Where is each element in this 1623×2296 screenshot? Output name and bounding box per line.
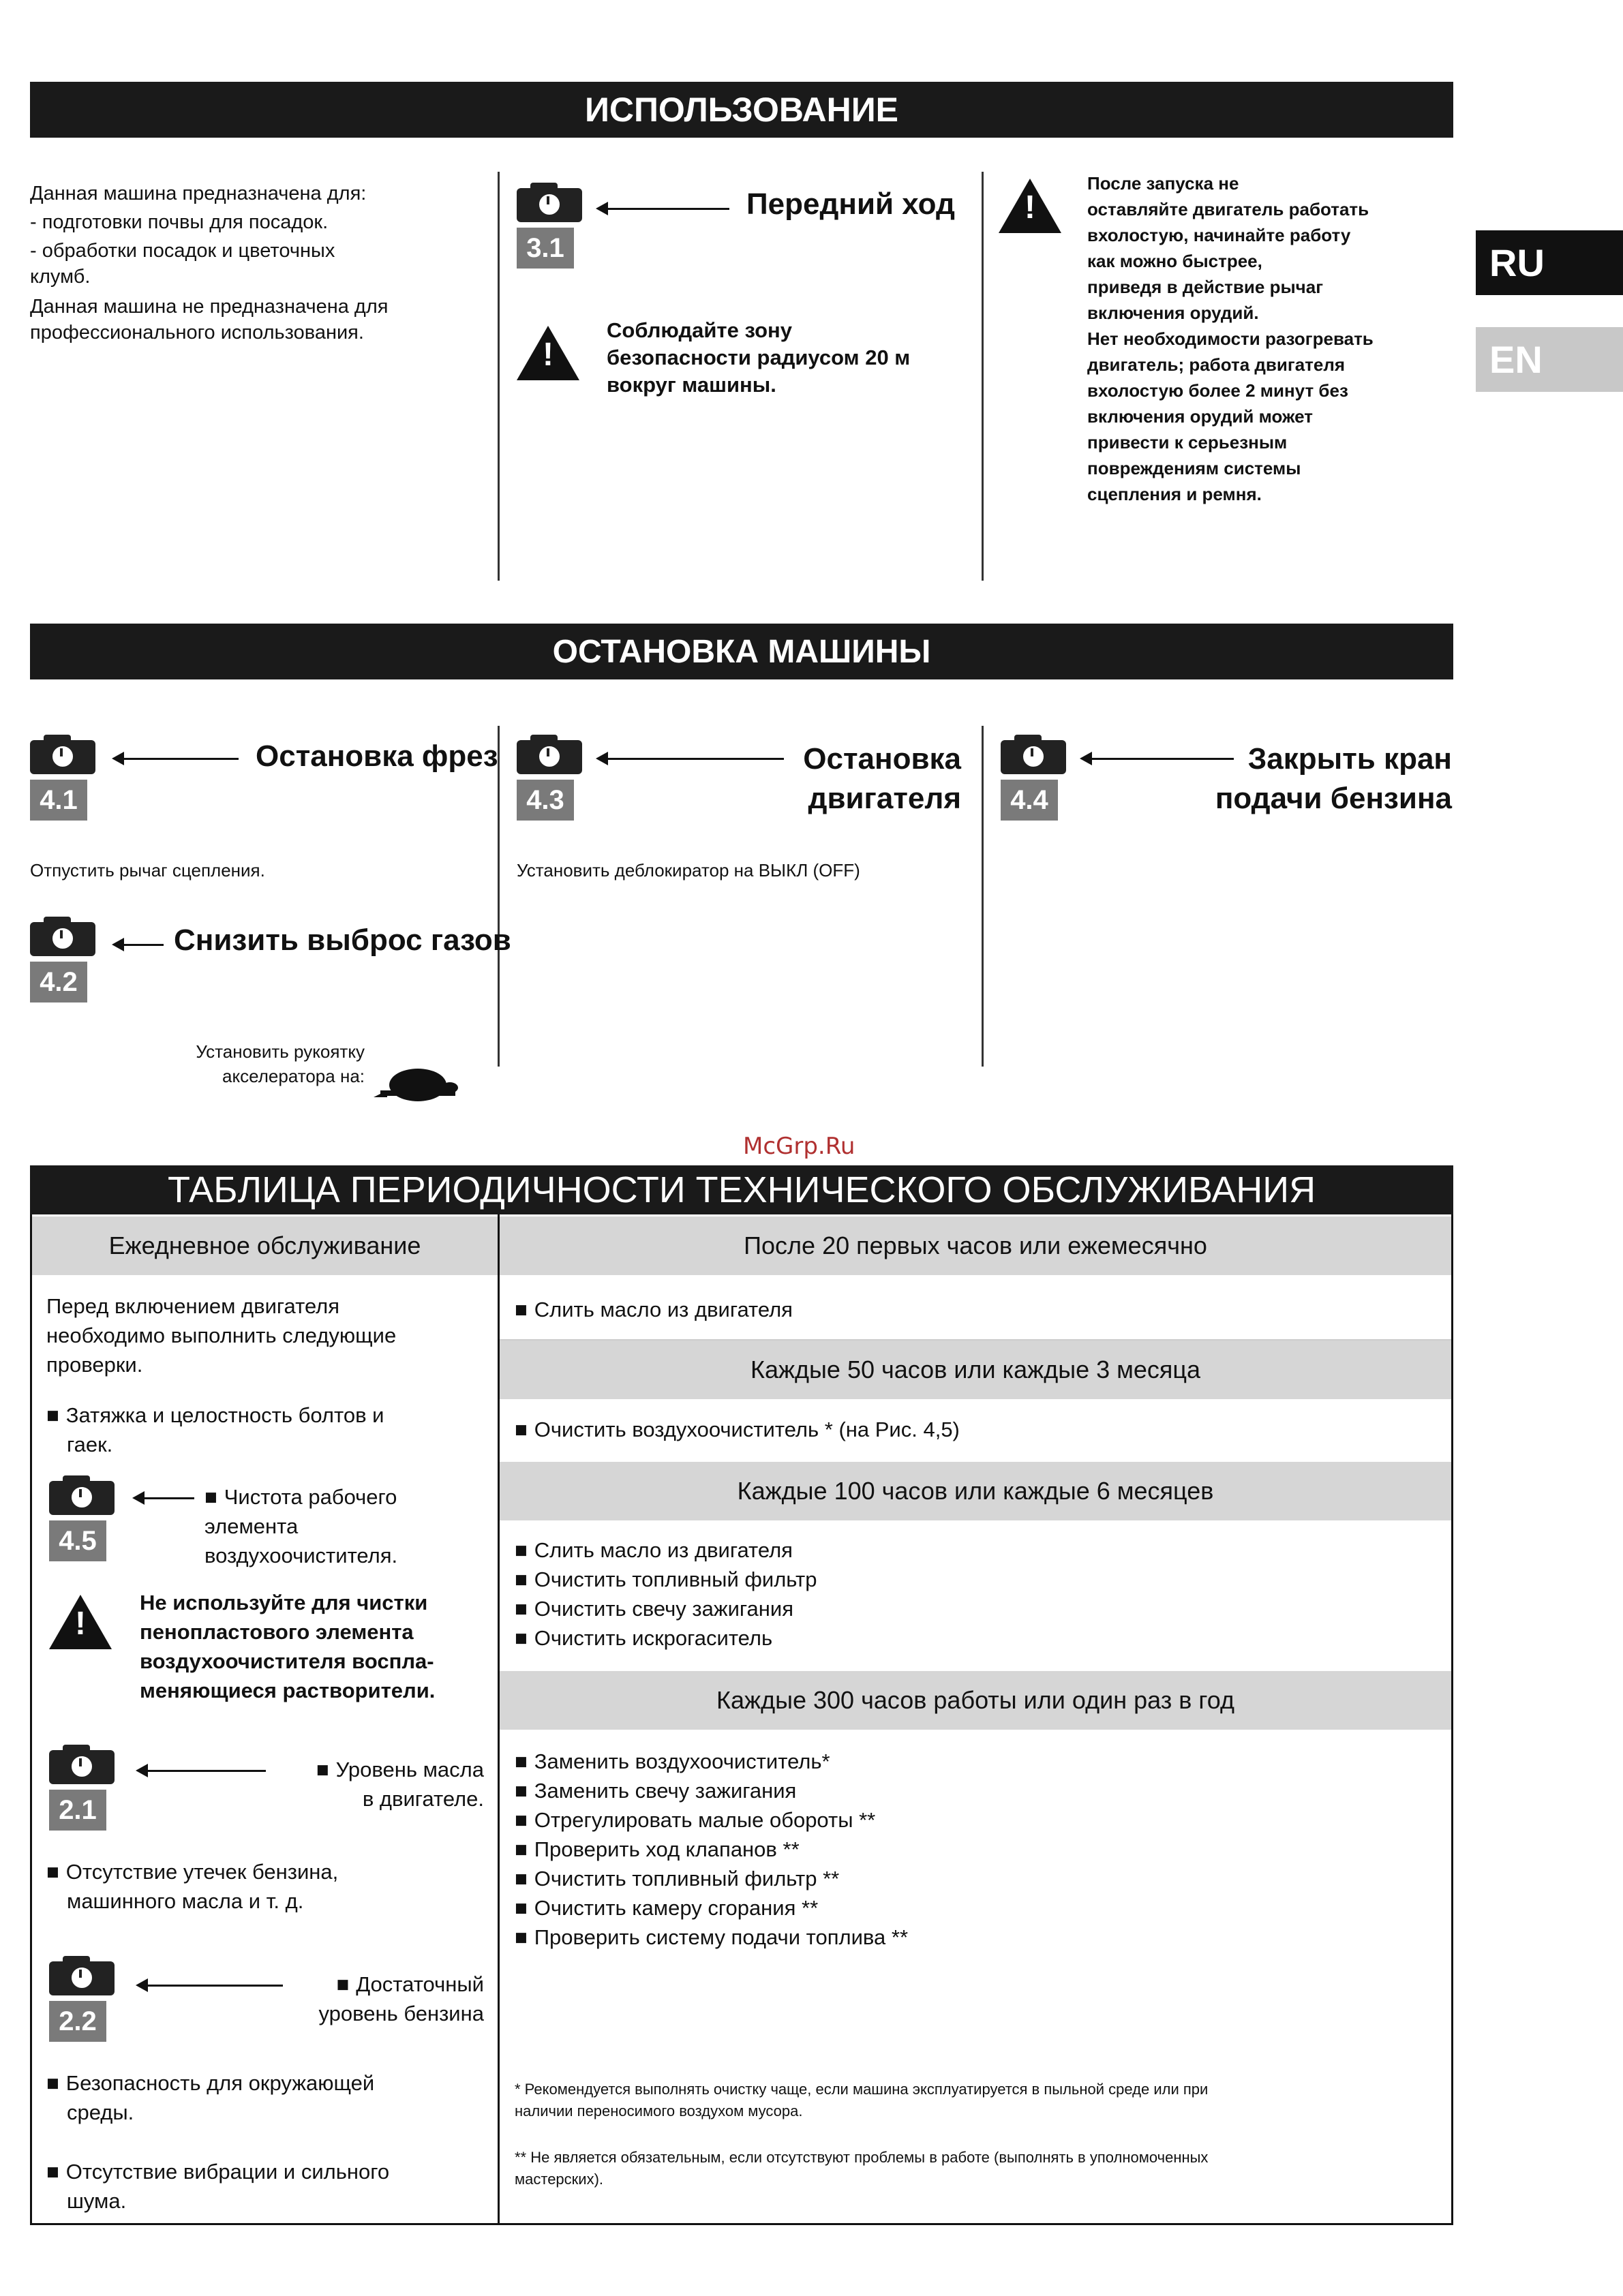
text-line: ■ Безопасность для окружающей: [46, 2068, 374, 2098]
stop-tillers-label: Остановка фрез: [256, 739, 498, 773]
daily-item-environment: [46, 2068, 374, 2127]
text-line: двигатель; работа двигателя: [1087, 354, 1346, 375]
text-line: После запуска не: [1087, 173, 1239, 194]
usage-intro: Данная машина предназначена для:: [30, 183, 367, 204]
interval-header-100h: Каждые 100 часов или каждые 6 месяцев: [500, 1462, 1451, 1520]
text-line: повреждениям системы: [1087, 458, 1301, 478]
text-line: ■ Чистота рабочего: [204, 1482, 397, 1512]
text-line: ■ Проверить ход клапанов **: [515, 1835, 908, 1864]
stop-engine-label: Остановка двигателя: [803, 742, 961, 815]
figure-number: 3.1: [517, 228, 574, 269]
release-clutch-text: Отпустить рычаг сцепления.: [30, 860, 265, 881]
text-line: меняющиеся растворители.: [140, 1679, 436, 1702]
lang-tab-ru[interactable]: RU: [1476, 230, 1623, 295]
column-divider: [498, 172, 500, 581]
text-line: ■ Слить масло из двигателя: [515, 1295, 793, 1324]
arrow-icon: [143, 1497, 194, 1499]
text-line: приведя в действие рычаг: [1087, 277, 1324, 297]
text-line: Не используйте для чистки: [140, 1591, 428, 1614]
text-line: проверки.: [46, 1353, 143, 1377]
text-line: ■ Проверить систему подачи топлива **: [515, 1923, 908, 1952]
text-line: привести к серьезным: [1087, 432, 1288, 453]
daily-intro: [46, 1291, 396, 1379]
camera-icon: [49, 1956, 117, 2036]
daily-header: Ежедневное обслуживание: [32, 1216, 498, 1275]
text-line: среды.: [67, 2100, 134, 2124]
daily-item-vibration: [46, 2157, 389, 2216]
watermark: McGrp.Ru: [743, 1133, 855, 1160]
interval-items-300h: [515, 1747, 908, 1952]
interval-items-100h: [515, 1535, 817, 1653]
text-line: ** Не является обязательным, если отсутствуют проблемы в работе (выполнять в уполномоченных: [515, 2149, 1209, 2166]
usage-note-1: Данная машина не предназначена для: [30, 296, 389, 318]
idle-warning: [1087, 170, 1374, 507]
figure-number: 2.2: [49, 2001, 106, 2042]
text-line: ■ Отрегулировать малые обороты **: [515, 1805, 908, 1835]
interval-header-300h: Каждые 300 часов работы или один раз в год: [500, 1671, 1451, 1730]
figure-number: 2.1: [49, 1790, 106, 1831]
camera-icon: [30, 735, 98, 815]
camera-icon: [30, 917, 98, 997]
text-line: ■ Очистить топливный фильтр: [515, 1565, 817, 1594]
warning-icon: !: [517, 326, 579, 380]
warning-icon: !: [49, 1595, 112, 1649]
text-line: ■ Очистить топливный фильтр **: [515, 1864, 908, 1893]
usage-item-1: - подготовки почвы для посадок.: [30, 211, 329, 233]
release-switch-text: Установить деблокиратор на ВЫКЛ (OFF): [517, 860, 860, 881]
daily-item-oil-level: [266, 1755, 484, 1813]
forward-motion-label: Передний ход: [746, 187, 955, 221]
text-line: воздухоочистителя воспла-: [140, 1649, 434, 1673]
text-line: * Рекомендуется выполнять очистку чаще, если машина эксплуатируется в пыльной среде или при: [515, 2081, 1209, 2098]
text-line: мастерских).: [515, 2171, 604, 2188]
text-line: как можно быстрее,: [1087, 251, 1262, 271]
usage-note-2: профессионального использования.: [30, 322, 364, 343]
text-line: Перед включением двигателя: [46, 1294, 340, 1318]
text-line: ■ Очистить искрогаситель: [515, 1623, 817, 1653]
column-divider: [982, 172, 984, 581]
column-divider: [982, 726, 984, 1067]
text-line: ■ Затяжка и целостность болтов и: [46, 1400, 384, 1430]
text-line: ■ Уровень масла: [266, 1755, 484, 1784]
figure-number: 4.1: [30, 780, 87, 821]
text-line: ■ Слить масло из двигателя: [515, 1535, 817, 1565]
text-line: гаек.: [67, 1433, 113, 1456]
arrow-icon: [147, 1770, 266, 1772]
column-divider: [498, 726, 500, 1067]
text-line: элемента: [204, 1514, 299, 1538]
text-line: включения орудий может: [1087, 406, 1313, 427]
figure-number: 4.4: [1001, 780, 1058, 821]
text-line: уровень бензина: [318, 2002, 484, 2025]
section-title-usage: ИСПОЛЬЗОВАНИЕ: [30, 82, 1453, 138]
text-line: ■ Заменить свечу зажигания: [515, 1776, 908, 1805]
solvent-warning: [140, 1588, 435, 1705]
text-line: включения орудий.: [1087, 303, 1259, 323]
interval-items-50h: [515, 1415, 960, 1444]
figure-number: 4.5: [49, 1520, 106, 1561]
text-line: шума.: [67, 2189, 127, 2213]
daily-item-leaks: [46, 1857, 338, 1916]
interval-header-20h: После 20 первых часов или ежемесячно: [500, 1216, 1451, 1275]
safety-zone-warning: Соблюдайте зону безопасности радиусом 20 м вокруг машины.: [607, 318, 911, 397]
footnote-optional: [515, 2147, 1208, 2190]
close-fuel-tap-label: Закрыть кран подачи бензина: [1215, 742, 1452, 815]
camera-icon: [49, 1745, 117, 1825]
text-line: ■ Очистить свечу зажигания: [515, 1594, 817, 1623]
daily-item-fuel-level: [273, 1970, 484, 2028]
text-line: ■ Очистить камеру сгорания **: [515, 1893, 908, 1923]
usage-item-2: - обработки посадок и цветочных: [30, 240, 335, 262]
camera-icon: [517, 735, 585, 815]
camera-icon: [1001, 735, 1069, 815]
text-line: необходимо выполнить следующие: [46, 1323, 397, 1347]
daily-item-bolts: [46, 1400, 384, 1459]
text-line: ■ Отсутствие вибрации и сильного: [46, 2157, 389, 2186]
daily-item-air-filter: [204, 1482, 397, 1570]
turtle-icon: [374, 1063, 462, 1104]
figure-number: 4.2: [30, 962, 87, 1002]
text-line: машинного масла и т. д.: [67, 1889, 304, 1913]
section-title-stop: ОСТАНОВКА МАШИНЫ: [30, 624, 1453, 679]
camera-icon: [49, 1475, 117, 1556]
usage-item-2b: клумб.: [30, 266, 91, 288]
text-line: ■ Заменить воздухоочиститель*: [515, 1747, 908, 1776]
text-line: ■ Достаточный: [273, 1970, 484, 1999]
text-line: сцепления и ремня.: [1087, 484, 1262, 504]
text-line: наличии переносимого воздухом мусора.: [515, 2102, 803, 2119]
text-line: вхолостую более 2 минут без: [1087, 380, 1348, 401]
interval-items-20h: [515, 1295, 793, 1324]
text-line: пенопластового элемента: [140, 1620, 414, 1644]
text-line: воздухоочистителя.: [204, 1544, 398, 1567]
text-line: Нет необходимости разогревать: [1087, 328, 1374, 349]
text-line: вхолостую, начинайте работу: [1087, 225, 1351, 245]
camera-icon: [517, 183, 585, 263]
lang-tab-en[interactable]: EN: [1476, 327, 1623, 392]
interval-header-50h: Каждые 50 часов или каждые 3 месяца: [500, 1341, 1451, 1399]
arrow-icon: [123, 944, 164, 946]
arrow-icon: [123, 758, 239, 760]
table-title: ТАБЛИЦА ПЕРИОДИЧНОСТИ ТЕХНИЧЕСКОГО ОБСЛУЖИВАНИЯ: [30, 1165, 1453, 1214]
arrow-icon: [147, 1985, 283, 1987]
figure-number: 4.3: [517, 780, 574, 821]
text-line: ■ Отсутствие утечек бензина,: [46, 1857, 338, 1886]
footnote-dust: [515, 2079, 1208, 2122]
throttle-instruction: Установить рукоятку акселератора на:: [196, 1041, 365, 1086]
text-line: в двигателе.: [362, 1787, 484, 1811]
reduce-throttle-label: Снизить выброс газов: [174, 923, 511, 957]
usage-description: [30, 181, 487, 346]
text-line: оставляйте двигатель работать: [1087, 199, 1369, 219]
arrow-icon: [607, 208, 729, 210]
text-line: ■ Очистить воздухоочиститель * (на Рис. 4,5): [515, 1415, 960, 1444]
warning-icon: !: [999, 179, 1061, 233]
